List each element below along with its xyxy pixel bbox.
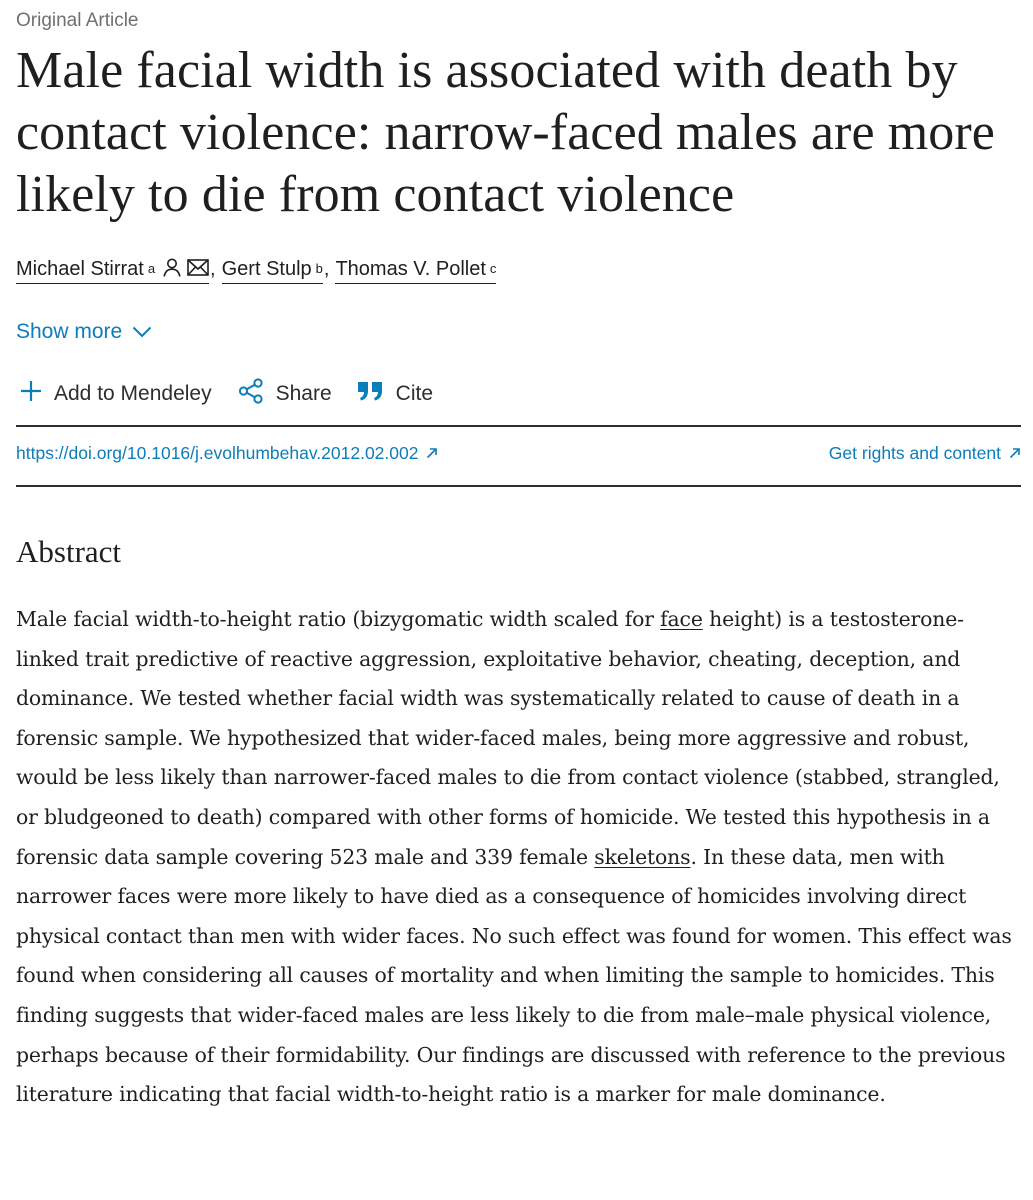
author-affiliation: a xyxy=(147,261,156,276)
cite-label: Cite xyxy=(395,382,434,405)
author-list xyxy=(16,256,496,284)
top-divider xyxy=(16,425,1021,427)
plus-icon xyxy=(20,380,42,408)
share-label: Share xyxy=(275,382,332,405)
glossary-link-skeletons[interactable]: skeletons xyxy=(594,844,691,869)
share-button[interactable] xyxy=(238,378,332,410)
doi-link[interactable] xyxy=(16,443,438,464)
article-type-label: Original Article xyxy=(16,10,139,31)
abstract-heading: Abstract xyxy=(16,534,122,569)
abstract-segment: height) is a testosterone-linked trait predictive of reactive aggression, exploitative behavior, cheating, deception, and dominance. We tested whether facial width was systematically related to cause of death in a forensic sample. We hypothesized that wider-faced males, being more aggressive and robust, would be less likely than narrower-faced males to die from contact violence (stabbed, strangled, or bludgeoned to death) compared with other forms of homicide. We tested this hypothesis in a forensic data sample covering 523 male and 339 female xyxy=(16,607,1000,869)
cite-button[interactable] xyxy=(358,381,433,407)
author-affiliation: b xyxy=(315,261,323,276)
get-rights-link[interactable] xyxy=(829,443,1021,464)
author-name: Michael Stirrat xyxy=(16,258,144,280)
external-link-icon xyxy=(1009,443,1021,464)
chevron-down-icon xyxy=(132,320,152,344)
article-actions xyxy=(20,378,459,410)
show-more-button[interactable] xyxy=(16,320,152,344)
author-affiliation: c xyxy=(489,261,497,276)
abstract-segment: . In these data, men with narrower faces were more likely to have died as a consequence of homicides involving direct physical contact than men with wider faces. No such effect was found for women. This effect was found when considering all causes of mortality and when limiting the sample to homicides. This finding suggests that wider-faced males are less likely to die from male–male physical violence, perhaps because of their formidability. Our findings are discussed with reference to the previous literature indicating that facial width-to-height ratio is a marker for male dominance. xyxy=(16,844,1012,1107)
envelope-icon[interactable] xyxy=(187,259,209,282)
author-icons xyxy=(163,258,209,283)
add-to-mendeley-label: Add to Mendeley xyxy=(54,382,212,405)
person-icon xyxy=(163,258,181,283)
show-more-label: Show more xyxy=(16,320,123,343)
quote-icon xyxy=(358,381,384,407)
author-link-stulp[interactable] xyxy=(222,258,323,284)
add-to-mendeley-button[interactable] xyxy=(20,380,212,408)
author-name: Gert Stulp xyxy=(221,258,312,280)
abstract-segment: Male facial width-to-height ratio (bizygomatic width scaled for xyxy=(16,607,661,631)
bottom-divider xyxy=(16,485,1021,487)
abstract-text xyxy=(16,600,1021,1115)
share-icon xyxy=(238,378,264,410)
author-separator: , xyxy=(323,258,330,280)
external-link-icon xyxy=(426,443,438,464)
doi-link-text: https://doi.org/10.1016/j.evolhumbehav.2012.02.002 xyxy=(16,443,419,463)
article-title: Male facial width is associated with death by contact violence: narrow-faced males are more likely to die from contact violence xyxy=(16,42,995,223)
glossary-link-face[interactable]: face xyxy=(660,607,703,631)
author-link-pollet[interactable] xyxy=(335,258,496,284)
get-rights-link-text: Get rights and content xyxy=(828,443,1001,463)
author-separator: , xyxy=(210,258,216,280)
author-link-stirrat[interactable] xyxy=(16,256,209,284)
author-name: Thomas V. Pollet xyxy=(335,258,486,280)
